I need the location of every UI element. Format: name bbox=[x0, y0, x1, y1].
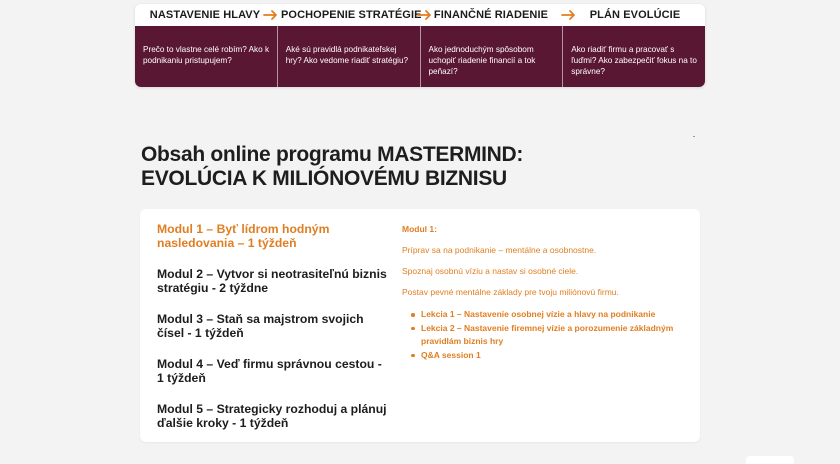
module-tab-5[interactable]: Modul 5 – Strategicky rozhoduj a plánuj ďalšie kroky - 1 týždeň bbox=[157, 402, 387, 430]
module-detail-paragraph: Príprav sa na podnikanie – mentálne a osobnostne. bbox=[402, 245, 597, 255]
page-title-line-2: EVOLÚCIA K MILIÓNOVÉMU BIZNISU bbox=[141, 167, 507, 190]
steps-descriptions bbox=[135, 26, 705, 87]
step-desc-2: Aké sú pravidlá podnikateľskej hry? Ako vedome riadiť stratégiu? bbox=[278, 26, 421, 87]
decorative-dot bbox=[693, 136, 695, 137]
program-content-card bbox=[140, 209, 700, 442]
module-detail-title: Modul 1: bbox=[402, 224, 437, 234]
program-steps-banner bbox=[135, 4, 705, 87]
module-tab-2[interactable]: Modul 2 – Vytvor si neotrasiteľnú biznis stratégiu - 2 týždne bbox=[157, 267, 387, 295]
step-desc-1: Prečo to vlastne celé robím? Ako k podnikaniu pristupujem? bbox=[135, 26, 278, 87]
step-desc-4: Ako riadiť firmu a pracovať s ľuďmi? Ako zabezpečiť fokus na to správne? bbox=[571, 45, 697, 76]
arrow-right-icon bbox=[561, 9, 577, 21]
module-detail-panel bbox=[402, 224, 687, 362]
module-detail-paragraph: Postav pevné mentálne základy pre tvoju miliónovú firmu. bbox=[402, 287, 619, 297]
chat-widget-tab[interactable] bbox=[746, 456, 794, 464]
lesson-item-2[interactable]: Lekcia 2 – Nastavenie firemnej vízie a porozumenie základným pravidlám biznis hry bbox=[411, 322, 687, 349]
lesson-list bbox=[411, 308, 687, 362]
step-title-2: POCHOPENIE STRATÉGIE bbox=[281, 9, 422, 21]
page-title-line-1: Obsah online programu MASTERMIND: bbox=[141, 143, 524, 166]
module-tab-3[interactable]: Modul 3 – Staň sa majstrom svojich čísel - 1 týždeň bbox=[157, 312, 364, 340]
lesson-item-3[interactable]: Q&A session 1 bbox=[411, 349, 687, 363]
lesson-item-1[interactable]: Lekcia 1 – Nastavenie osobnej vízie a hlavy na podnikanie bbox=[411, 308, 687, 322]
module-list bbox=[157, 222, 389, 447]
page-title bbox=[141, 143, 661, 191]
module-tab-1[interactable]: Modul 1 – Byť lídrom hodným nasledovania – 1 týždeň bbox=[157, 222, 330, 250]
step-desc-3: Ako jednoduchým spôsobom uchopiť riadenie financií a tok peňazí? bbox=[421, 26, 564, 87]
step-title-4: PLÁN EVOLÚCIE bbox=[589, 9, 681, 21]
module-tab-4[interactable]: Modul 4 – Veď firmu správnou cestou - 1 týždeň bbox=[157, 357, 382, 385]
steps-header-row bbox=[135, 4, 705, 26]
module-detail-paragraph: Spoznaj osobnú víziu a nastav si osobné ciele. bbox=[402, 266, 579, 276]
step-title-1: NASTAVENIE HLAVY bbox=[149, 9, 261, 21]
step-title-3: FINANČNÉ RIADENIE bbox=[433, 9, 549, 21]
arrow-right-icon bbox=[263, 9, 279, 21]
